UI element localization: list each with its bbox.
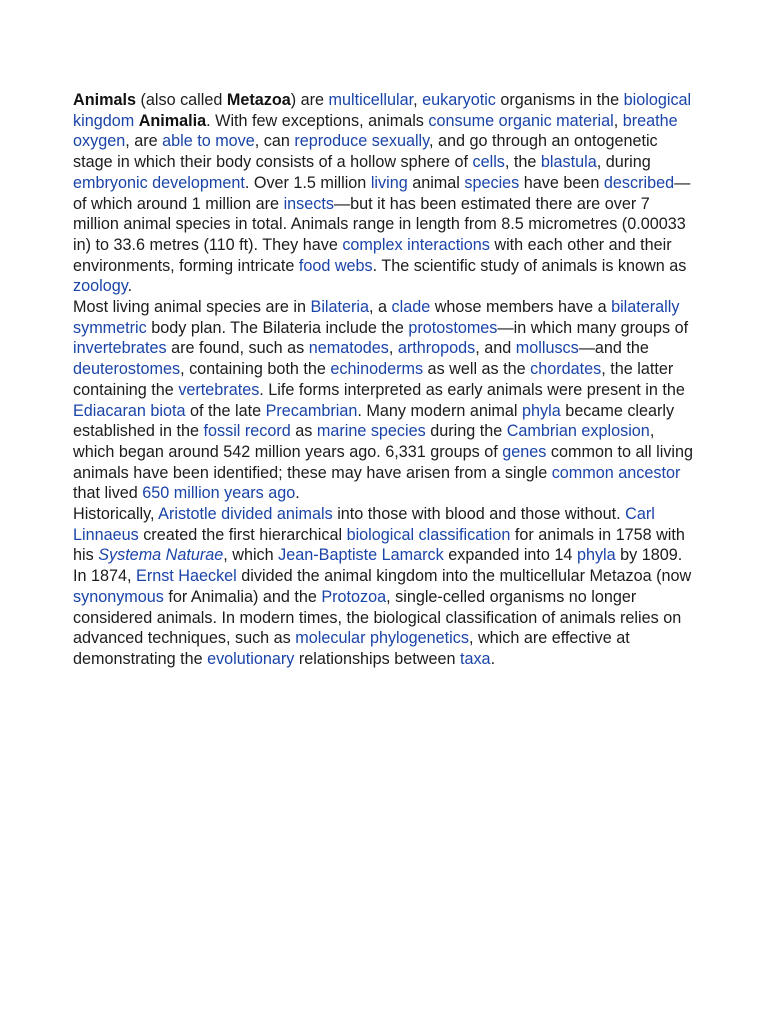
link-ernst-haeckel[interactable]: Ernst Haeckel bbox=[136, 567, 237, 586]
link-breathe-oxygen[interactable]: breathe oxygen bbox=[73, 111, 678, 151]
link-carl-linnaeus[interactable]: Carl Linnaeus bbox=[73, 505, 655, 544]
link-bilaterally-symmetric[interactable]: bilaterally symmetric bbox=[73, 298, 680, 337]
link-zoology[interactable]: zoology bbox=[73, 277, 128, 296]
article-body bbox=[73, 90, 699, 670]
text-run: , single-celled organisms no longer considered animals. In modern times, the biological classification of animals relies on advanced techniques, such as bbox=[73, 587, 682, 648]
link-arthropods[interactable]: arthropods bbox=[397, 339, 476, 358]
text-run: that lived bbox=[73, 484, 143, 503]
link-molluscs[interactable]: molluscs bbox=[515, 339, 579, 358]
text-run: Most living animal species are in bbox=[73, 298, 311, 317]
link-deuterostomes[interactable]: deuterostomes bbox=[73, 360, 181, 379]
text-run: . With few exceptions, animals bbox=[206, 111, 429, 130]
text-run: —but it has been estimated there are over 7 million animal species in total. Animals range in length from 8.5 micrometres (0.00033 in) to 33.6 metres (110 ft). They have bbox=[73, 194, 686, 254]
text-run: . Many modern animal bbox=[357, 401, 523, 420]
paragraph-1 bbox=[73, 90, 699, 297]
text-run: are found, such as bbox=[166, 339, 309, 358]
text-run: —and the bbox=[578, 339, 649, 358]
link-eukaryotic[interactable]: eukaryotic bbox=[422, 91, 496, 109]
text-run: divided the animal kingdom into the multicellular Metazoa (now bbox=[236, 567, 692, 586]
text-run: , the bbox=[504, 153, 541, 172]
link-ediacaran-biota[interactable]: Ediacaran biota bbox=[73, 401, 186, 420]
link-biological-classification[interactable]: biological classification bbox=[346, 525, 511, 544]
text-run: organisms in the bbox=[495, 91, 624, 109]
text-run: , bbox=[413, 91, 423, 109]
link-nematodes[interactable]: nematodes bbox=[308, 339, 389, 358]
link-protozoa[interactable]: Protozoa bbox=[321, 587, 387, 606]
link-650-million-years-ago[interactable]: 650 million years ago bbox=[142, 484, 296, 503]
text-run: —in which many groups of bbox=[497, 318, 689, 337]
text-run: whose members have a bbox=[430, 298, 612, 317]
text-run: into those with blood and those without. bbox=[332, 505, 626, 524]
link-phyla[interactable]: phyla bbox=[522, 401, 561, 420]
text-run: , during bbox=[596, 153, 651, 172]
text-run: by 1809. In 1874, bbox=[73, 546, 683, 586]
text-run: , containing both the bbox=[180, 360, 331, 379]
text-run: . Life forms interpreted as early animals were present in the bbox=[259, 380, 685, 399]
link-complex-interactions[interactable]: complex interactions bbox=[342, 235, 490, 254]
text-run: body plan. The Bilateria include the bbox=[146, 318, 409, 337]
link-consume-organic-material[interactable]: consume organic material bbox=[428, 111, 614, 130]
link-clade[interactable]: clade bbox=[391, 298, 431, 317]
text-run: , can bbox=[254, 132, 295, 151]
text-run: during the bbox=[425, 422, 507, 441]
link-common-ancestor[interactable]: common ancestor bbox=[551, 463, 681, 482]
text-run: . bbox=[127, 277, 133, 296]
link-living[interactable]: living bbox=[370, 173, 408, 192]
link-precambrian[interactable]: Precambrian bbox=[265, 401, 358, 420]
text-run: expanded into 14 bbox=[443, 546, 577, 565]
link-insects[interactable]: insects bbox=[283, 194, 334, 213]
link-food-webs[interactable]: food webs bbox=[298, 256, 373, 275]
link-systema-naturae[interactable]: Systema Naturae bbox=[98, 546, 224, 565]
text-run: . Over 1.5 million bbox=[244, 173, 371, 192]
text-run: Historically, bbox=[73, 505, 159, 524]
link-cells[interactable]: cells bbox=[472, 153, 505, 172]
text-run: common to all living animals have been identified; these may have arisen from a single bbox=[73, 442, 694, 482]
link-multicellular[interactable]: multicellular bbox=[328, 91, 414, 109]
link-described[interactable]: described bbox=[603, 173, 675, 192]
text-run: as well as the bbox=[423, 360, 531, 379]
link-biological-kingdom[interactable]: biological kingdom bbox=[73, 91, 692, 130]
link-synonymous[interactable]: synonymous bbox=[73, 587, 164, 606]
text-run: , which bbox=[223, 546, 279, 565]
text-run: , which began around 542 million years ago. 6,331 groups of bbox=[73, 422, 655, 461]
text-run: —of which around 1 million are bbox=[73, 173, 691, 213]
link-embryonic-development[interactable]: embryonic development bbox=[73, 173, 245, 192]
link-jean-baptiste-lamarck[interactable]: Jean-Baptiste Lamarck bbox=[278, 546, 444, 565]
link-aristotle-divided-animals[interactable]: Aristotle divided animals bbox=[158, 505, 333, 524]
text-run: , and go through an ontogenetic stage in which their body consists of a hollow sphere of bbox=[73, 132, 658, 172]
link-cambrian-explosion[interactable]: Cambrian explosion bbox=[506, 422, 650, 441]
text-run: , bbox=[613, 111, 623, 130]
text-run: , bbox=[388, 339, 398, 358]
text-run: with each other and their environments, forming intricate bbox=[73, 235, 672, 275]
text-run: created the first hierarchical bbox=[138, 525, 347, 544]
link-reproduce-sexually[interactable]: reproduce sexually bbox=[294, 132, 430, 151]
text-run: of the late bbox=[185, 401, 266, 420]
text-run: . bbox=[295, 484, 300, 503]
link-genes[interactable]: genes bbox=[502, 442, 547, 461]
text-run: animal bbox=[407, 173, 465, 192]
link-bilateria[interactable]: Bilateria bbox=[310, 298, 370, 317]
text-run: . The scientific study of animals is known as bbox=[372, 256, 687, 275]
link-marine-species[interactable]: marine species bbox=[316, 422, 426, 441]
text-run: for animals in 1758 with his bbox=[73, 525, 685, 565]
text-run: for Animalia) and the bbox=[163, 587, 322, 606]
link-protostomes[interactable]: protostomes bbox=[408, 318, 498, 337]
link-able-to-move[interactable]: able to move bbox=[162, 132, 255, 151]
text-run: , a bbox=[369, 298, 392, 317]
text-run: became clearly established in the bbox=[73, 401, 675, 441]
bold-term: Animalia bbox=[138, 111, 207, 130]
link-fossil-record[interactable]: fossil record bbox=[203, 422, 291, 441]
link-phyla-2[interactable]: phyla bbox=[576, 546, 616, 565]
text-run: , and bbox=[475, 339, 516, 358]
link-species[interactable]: species bbox=[464, 173, 520, 192]
text-run: , the latter containing the bbox=[73, 360, 674, 399]
text-run: ) are bbox=[290, 91, 329, 109]
paragraph-2 bbox=[73, 297, 699, 504]
paragraph-3 bbox=[73, 504, 699, 670]
link-vertebrates[interactable]: vertebrates bbox=[178, 380, 260, 399]
bold-term: Metazoa bbox=[226, 91, 291, 109]
text-run: relationships between bbox=[294, 649, 460, 668]
text-run: have been bbox=[519, 173, 604, 192]
link-chordates[interactable]: chordates bbox=[530, 360, 602, 379]
link-blastula[interactable]: blastula bbox=[540, 153, 597, 172]
link-invertebrates[interactable]: invertebrates bbox=[73, 339, 167, 358]
bold-term: Animals bbox=[73, 91, 136, 109]
text-run: as bbox=[290, 422, 317, 441]
text-run: . bbox=[490, 649, 496, 668]
text-run: , are bbox=[125, 132, 163, 151]
text-run: , which are effective at demonstrating the bbox=[73, 629, 630, 668]
link-molecular-phylogenetics[interactable]: molecular phylogenetics bbox=[295, 629, 469, 648]
link-echinoderms[interactable]: echinoderms bbox=[330, 360, 424, 379]
link-taxa[interactable]: taxa bbox=[459, 649, 491, 668]
text-run: (also called bbox=[135, 91, 227, 109]
link-evolutionary[interactable]: evolutionary bbox=[207, 649, 295, 668]
